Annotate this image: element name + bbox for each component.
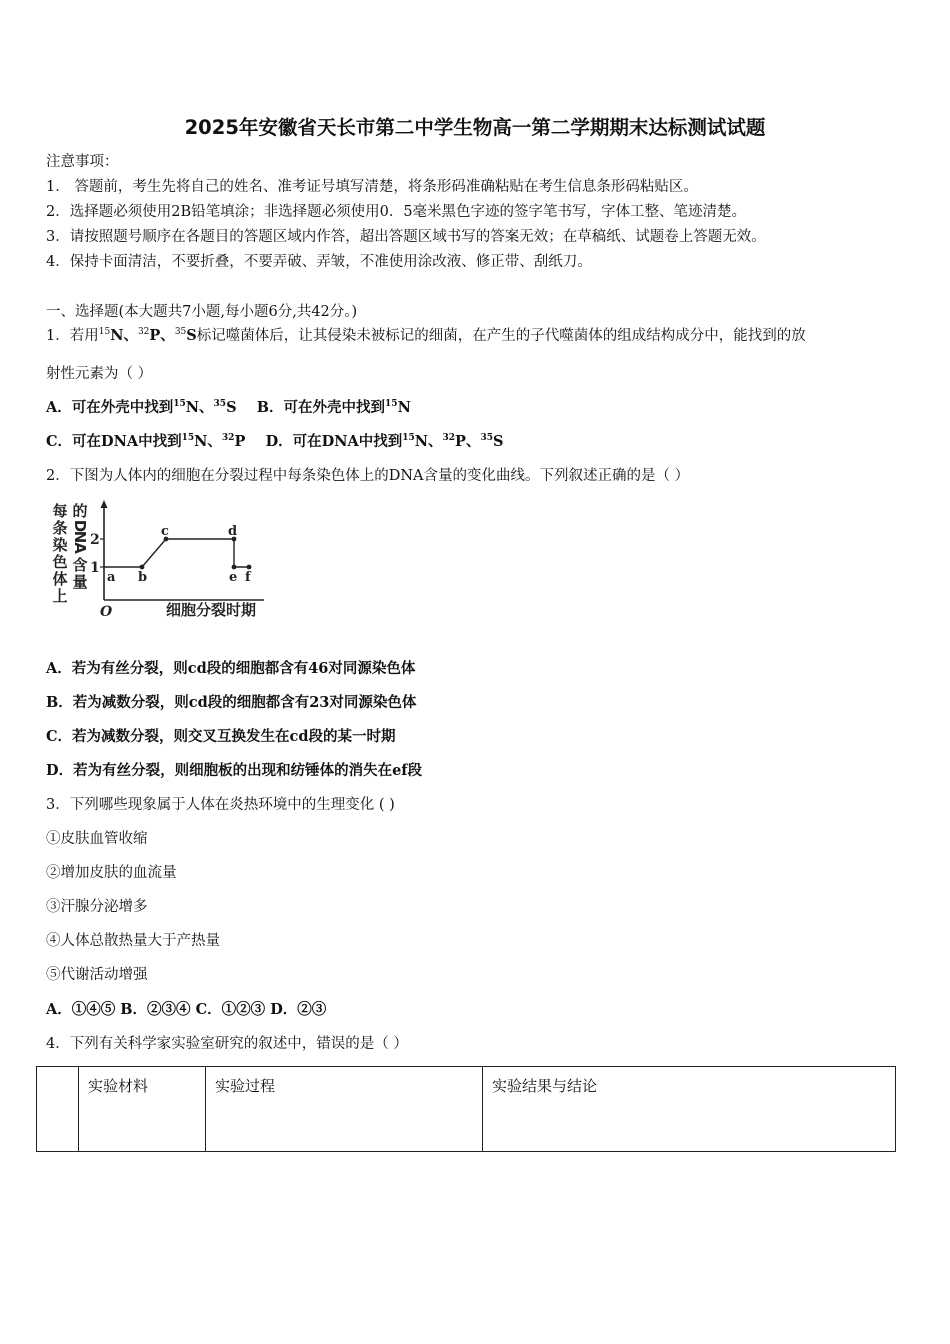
- notice-item: 4．保持卡面清洁，不要折叠，不要弄破、弄皱，不准使用涂改液、修正带、刮纸刀。: [46, 254, 592, 270]
- question-3-item: ①皮肤血管收缩: [46, 831, 148, 847]
- table-header-cell: 实验材料: [79, 1067, 206, 1152]
- question-2-option: C．若为减数分裂，则交叉互换发生在cd段的某一时期: [46, 728, 396, 745]
- graph-ylabel-glyph: 染: [52, 536, 68, 554]
- graph-ylabel-col1-glyphs: [51, 502, 67, 605]
- question-3-item: ②增加皮肤的血流量: [46, 865, 177, 881]
- graph-label-c: c: [161, 524, 169, 539]
- question-3-stem: 3．下列哪些现象属于人体在炎热环境中的生理变化 ( ): [46, 797, 395, 813]
- table-header-cell: 实验结果与结论: [483, 1067, 896, 1152]
- table-header-cell: [37, 1067, 79, 1152]
- question-3-options: A．①④⑤ B．②③④ C．①②③ D．②③: [46, 1001, 327, 1018]
- question-2-option: B．若为减数分裂，则cd段的细胞都含有23对同源染色体: [46, 694, 417, 711]
- graph-ylabel-col2-glyphs: [71, 502, 89, 591]
- question-1-stem: 1．若用$^{15}$N、$^{32}$P、$^{35}$S标记噬菌体后，让其侵染未被标记的细菌，在产生的子代噬菌体的组成结构成分中，能找到的放: [46, 327, 806, 344]
- graph-label-b: b: [138, 570, 148, 585]
- table-header-cell: 实验过程: [206, 1067, 483, 1152]
- graph-y-arrow: [101, 500, 108, 508]
- notice-item: 1． 答题前，考生先将自己的姓名、准考证号填写清楚，将条形码准确粘贴在考生信息条形码粘贴区。: [46, 179, 698, 195]
- question-1-options-cd: C．可在DNA中找到$^{15}$N、$^{32}$P D．可在DNA中找到$^{15}$N、$^{32}$P、$^{35}$S: [46, 433, 504, 450]
- graph-ylabel-glyph: A: [71, 542, 89, 554]
- graph-ylabel-glyph: 量: [72, 573, 88, 591]
- graph-label-d: d: [228, 524, 238, 539]
- graph-ylabel-glyph: 含: [72, 556, 88, 574]
- question-number: 4．: [46, 1036, 70, 1052]
- graph-ylabel-glyph: 体: [52, 570, 68, 588]
- question-1-stem-cont: 射性元素为（ ）: [46, 366, 153, 382]
- question-3-item: ③汗腺分泌增多: [46, 899, 148, 915]
- question-2-option: A．若为有丝分裂，则cd段的细胞都含有46对同源染色体: [46, 660, 416, 677]
- question-3-item: ④人体总散热量大于产热量: [46, 933, 220, 949]
- question-number: 3．: [46, 797, 70, 813]
- question-number: 1．: [46, 328, 70, 344]
- question-1-options-ab: A．可在外壳中找到$^{15}$N、$^{35}$S B．可在外壳中找到$^{15}$N: [46, 399, 411, 416]
- graph-label-f: f: [245, 570, 251, 585]
- graph-ylabel-glyph: 的: [72, 502, 88, 520]
- graph-ylabel-glyph: 条: [52, 519, 68, 537]
- graph-point-e: [232, 565, 237, 570]
- notice-item: 3．请按照题号顺序在各题目的答题区域内作答，超出答题区域书写的答案无效；在草稿纸、试题卷上答题无效。: [46, 229, 766, 245]
- section-heading: 一、选择题(本大题共7小题,每小题6分,共42分。): [46, 304, 358, 320]
- graph-tick-1: 1: [90, 560, 100, 576]
- notice-heading: 注意事项：: [46, 154, 119, 170]
- graph-curve: [104, 539, 249, 567]
- graph-label-e: e: [229, 570, 238, 585]
- graph-tick-2: 2: [90, 532, 100, 548]
- question-2-stem: 2．下图为人体内的细胞在分裂过程中每条染色体上的DNA含量的变化曲线。下列叙述正确的是（ ）: [46, 468, 690, 484]
- graph-origin: O: [100, 604, 113, 620]
- graph-point-b: [140, 565, 145, 570]
- table-row: [37, 1067, 896, 1152]
- page-title: 2025年安徽省天长市第二中学生物高一第二学期期末达标测试试题: [184, 116, 766, 139]
- experiment-table: [36, 1066, 896, 1152]
- graph-ylabel-glyph: 色: [52, 553, 68, 571]
- question-2-option: D．若为有丝分裂，则细胞板的出现和纺锤体的消失在ef段: [46, 762, 423, 779]
- question-4-stem: 4．下列有关科学家实验室研究的叙述中，错误的是（ ）: [46, 1036, 408, 1052]
- question-3-item: ⑤代谢活动增强: [46, 967, 148, 983]
- graph-ylabel-glyph: 上: [52, 587, 68, 605]
- graph-ylabel-glyph: D: [71, 519, 89, 533]
- graph-label-a: a: [107, 570, 116, 585]
- graph-ylabel-glyph: N: [71, 530, 89, 544]
- notice-item: 2．选择题必须使用2B铅笔填涂；非选择题必须使用0．5毫米黑色字迹的签字笔书写，字体工整、笔迹清楚。: [46, 204, 747, 220]
- graph-ylabel-glyph: 每: [52, 502, 68, 520]
- graph-xlabel: 细胞分裂时期: [166, 601, 257, 619]
- dna-content-graph: [46, 497, 286, 627]
- graph-point-f: [247, 565, 252, 570]
- question-number: 2．: [46, 468, 70, 484]
